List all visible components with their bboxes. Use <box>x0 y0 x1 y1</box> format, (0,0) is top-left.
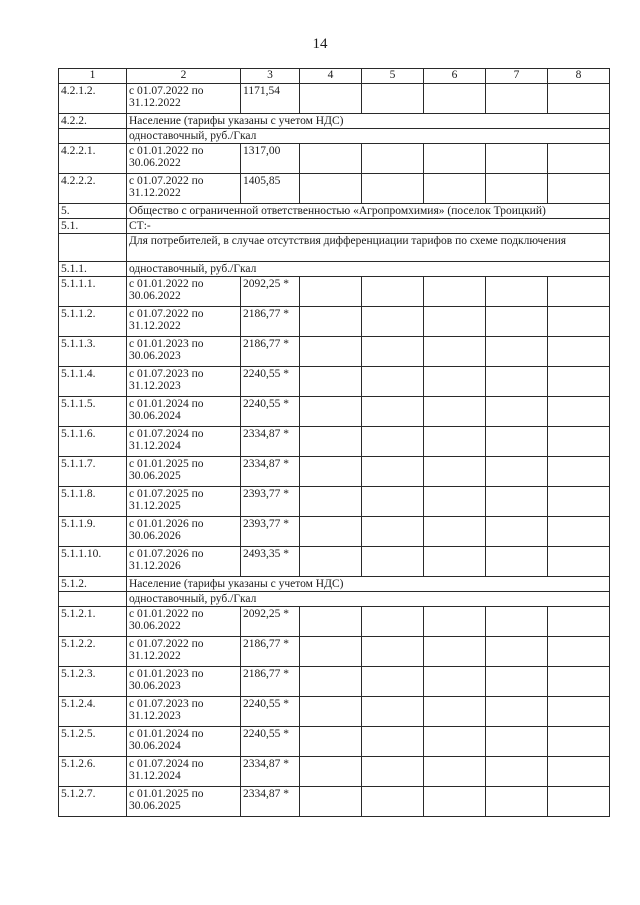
row-period: с 01.01.2022 по 30.06.2022 <box>127 277 241 307</box>
row-code: 5.1.2.1. <box>59 607 127 637</box>
empty-cell <box>548 144 610 174</box>
table-header-row <box>59 69 610 84</box>
empty-cell <box>548 84 610 114</box>
row-code: 5.1.2.2. <box>59 637 127 667</box>
table-row <box>59 307 610 337</box>
empty-cell <box>486 727 548 757</box>
empty-cell <box>424 667 486 697</box>
section-row <box>59 592 610 607</box>
row-code: 5.1.1.10. <box>59 547 127 577</box>
row-code: 4.2.2. <box>59 114 127 129</box>
row-tariff-value: 2334,87 * <box>241 787 300 817</box>
row-tariff-value: 2393,77 * <box>241 487 300 517</box>
empty-cell <box>548 607 610 637</box>
row-code: 5.1.2. <box>59 577 127 592</box>
empty-cell <box>486 277 548 307</box>
empty-cell <box>300 277 362 307</box>
row-code: 5.1.1.2. <box>59 307 127 337</box>
empty-cell <box>362 174 424 204</box>
empty-cell <box>486 307 548 337</box>
row-tariff-value: 2240,55 * <box>241 397 300 427</box>
empty-cell <box>300 457 362 487</box>
row-tariff-value: 2092,25 * <box>241 277 300 307</box>
empty-cell <box>424 547 486 577</box>
row-code: 4.2.2.1. <box>59 144 127 174</box>
empty-cell <box>424 697 486 727</box>
row-period: с 01.01.2022 по 30.06.2022 <box>127 144 241 174</box>
section-row <box>59 204 610 219</box>
column-header: 6 <box>424 69 486 84</box>
empty-cell <box>486 337 548 367</box>
empty-cell <box>486 174 548 204</box>
empty-cell <box>486 84 548 114</box>
empty-cell <box>362 307 424 337</box>
row-code: 5.1.2.6. <box>59 757 127 787</box>
empty-cell <box>424 787 486 817</box>
table-row <box>59 487 610 517</box>
table-row <box>59 397 610 427</box>
empty-cell <box>486 367 548 397</box>
row-period: с 01.01.2023 по 30.06.2023 <box>127 337 241 367</box>
row-code: 5.1.1.7. <box>59 457 127 487</box>
empty-cell <box>424 487 486 517</box>
empty-cell <box>424 367 486 397</box>
row-tariff-value: 2186,77 * <box>241 667 300 697</box>
empty-cell <box>362 547 424 577</box>
empty-cell <box>424 637 486 667</box>
empty-cell <box>362 427 424 457</box>
empty-cell <box>486 457 548 487</box>
empty-cell <box>548 787 610 817</box>
section-row <box>59 262 610 277</box>
empty-cell <box>424 427 486 457</box>
section-row <box>59 114 610 129</box>
empty-cell <box>548 637 610 667</box>
empty-cell <box>548 367 610 397</box>
row-code: 5.1.1.4. <box>59 367 127 397</box>
row-period: с 01.07.2024 по 31.12.2024 <box>127 757 241 787</box>
row-period: с 01.01.2024 по 30.06.2024 <box>127 727 241 757</box>
row-tariff-value: 2186,77 * <box>241 637 300 667</box>
row-code: 5.1.1.5. <box>59 397 127 427</box>
empty-cell <box>548 547 610 577</box>
empty-cell <box>362 637 424 667</box>
column-header: 8 <box>548 69 610 84</box>
table-row <box>59 667 610 697</box>
row-code <box>59 592 127 607</box>
row-tariff-value: 2092,25 * <box>241 607 300 637</box>
row-period: с 01.07.2022 по 31.12.2022 <box>127 637 241 667</box>
row-period: с 01.07.2022 по 31.12.2022 <box>127 174 241 204</box>
row-tariff-value: 1317,00 <box>241 144 300 174</box>
row-tariff-value: 2186,77 * <box>241 307 300 337</box>
row-period: с 01.01.2025 по 30.06.2025 <box>127 457 241 487</box>
page-number: 14 <box>312 36 328 52</box>
empty-cell <box>548 337 610 367</box>
table-row <box>59 427 610 457</box>
empty-cell <box>300 84 362 114</box>
section-row <box>59 234 610 262</box>
row-period: с 01.07.2025 по 31.12.2025 <box>127 487 241 517</box>
empty-cell <box>424 457 486 487</box>
empty-cell <box>300 667 362 697</box>
empty-cell <box>362 607 424 637</box>
empty-cell <box>362 457 424 487</box>
empty-cell <box>362 697 424 727</box>
empty-cell <box>424 84 486 114</box>
empty-cell <box>548 307 610 337</box>
empty-cell <box>300 727 362 757</box>
table-row <box>59 517 610 547</box>
empty-cell <box>362 487 424 517</box>
empty-cell <box>300 397 362 427</box>
section-title: одноставочный, руб./Гкал <box>127 262 610 277</box>
empty-cell <box>424 517 486 547</box>
table-row <box>59 757 610 787</box>
empty-cell <box>548 174 610 204</box>
empty-cell <box>362 727 424 757</box>
empty-cell <box>424 757 486 787</box>
section-title: Население (тарифы указаны с учетом НДС) <box>127 577 610 592</box>
row-tariff-value: 2393,77 * <box>241 517 300 547</box>
empty-cell <box>300 174 362 204</box>
empty-cell <box>486 757 548 787</box>
column-header: 2 <box>127 69 241 84</box>
empty-cell <box>548 487 610 517</box>
table-row <box>59 697 610 727</box>
row-tariff-value: 2334,87 * <box>241 457 300 487</box>
empty-cell <box>300 487 362 517</box>
row-code: 4.2.1.2. <box>59 84 127 114</box>
row-code: 5.1.1.6. <box>59 427 127 457</box>
empty-cell <box>300 517 362 547</box>
row-period: с 01.07.2024 по 31.12.2024 <box>127 427 241 457</box>
empty-cell <box>486 697 548 727</box>
empty-cell <box>300 307 362 337</box>
row-period: с 01.01.2025 по 30.06.2025 <box>127 787 241 817</box>
empty-cell <box>300 367 362 397</box>
column-header: 4 <box>300 69 362 84</box>
empty-cell <box>486 667 548 697</box>
empty-cell <box>486 547 548 577</box>
row-period: с 01.07.2026 по 31.12.2026 <box>127 547 241 577</box>
empty-cell <box>548 667 610 697</box>
empty-cell <box>362 667 424 697</box>
empty-cell <box>300 607 362 637</box>
empty-cell <box>424 727 486 757</box>
row-period: с 01.01.2023 по 30.06.2023 <box>127 667 241 697</box>
table-row <box>59 607 610 637</box>
row-code <box>59 129 127 144</box>
empty-cell <box>424 174 486 204</box>
table-row <box>59 457 610 487</box>
empty-cell <box>486 144 548 174</box>
empty-cell <box>424 607 486 637</box>
section-title: одноставочный, руб./Гкал <box>127 592 610 607</box>
row-code: 5.1.1.3. <box>59 337 127 367</box>
row-tariff-value: 2334,87 * <box>241 757 300 787</box>
section-title: СТ:- <box>127 219 610 234</box>
empty-cell <box>486 487 548 517</box>
empty-cell <box>362 757 424 787</box>
empty-cell <box>362 787 424 817</box>
empty-cell <box>362 84 424 114</box>
section-title: Население (тарифы указаны с учетом НДС) <box>127 114 610 129</box>
row-tariff-value: 2493,35 * <box>241 547 300 577</box>
row-code: 5.1.1.9. <box>59 517 127 547</box>
empty-cell <box>362 367 424 397</box>
table-row <box>59 174 610 204</box>
empty-cell <box>362 517 424 547</box>
empty-cell <box>300 697 362 727</box>
table-row <box>59 277 610 307</box>
row-code: 5.1.2.3. <box>59 667 127 697</box>
table-row <box>59 367 610 397</box>
column-header: 7 <box>486 69 548 84</box>
column-header: 3 <box>241 69 300 84</box>
table-row <box>59 637 610 667</box>
empty-cell <box>362 144 424 174</box>
table-row <box>59 84 610 114</box>
row-period: с 01.01.2024 по 30.06.2024 <box>127 397 241 427</box>
section-title: одноставочный, руб./Гкал <box>127 129 610 144</box>
table-row <box>59 547 610 577</box>
empty-cell <box>486 427 548 457</box>
empty-cell <box>300 547 362 577</box>
empty-cell <box>486 607 548 637</box>
empty-cell <box>424 144 486 174</box>
row-code: 5. <box>59 204 127 219</box>
row-code: 4.2.2.2. <box>59 174 127 204</box>
empty-cell <box>424 307 486 337</box>
empty-cell <box>548 427 610 457</box>
column-header: 5 <box>362 69 424 84</box>
row-code: 5.1.2.5. <box>59 727 127 757</box>
table-row <box>59 787 610 817</box>
row-code: 5.1.1. <box>59 262 127 277</box>
empty-cell <box>548 457 610 487</box>
row-tariff-value: 2240,55 * <box>241 727 300 757</box>
row-period: с 01.07.2022 по 31.12.2022 <box>127 84 241 114</box>
section-row <box>59 219 610 234</box>
empty-cell <box>424 397 486 427</box>
row-tariff-value: 2240,55 * <box>241 697 300 727</box>
empty-cell <box>424 337 486 367</box>
tariff-table <box>58 68 610 817</box>
section-title: Общество с ограниченной ответственностью «Агропромхимия» (поселок Троицкий) <box>127 204 610 219</box>
row-period: с 01.07.2023 по 31.12.2023 <box>127 367 241 397</box>
empty-cell <box>362 337 424 367</box>
empty-cell <box>300 757 362 787</box>
empty-cell <box>486 397 548 427</box>
empty-cell <box>548 277 610 307</box>
empty-cell <box>548 517 610 547</box>
row-code: 5.1.1.8. <box>59 487 127 517</box>
column-header: 1 <box>59 69 127 84</box>
row-tariff-value: 2186,77 * <box>241 337 300 367</box>
row-period: с 01.07.2023 по 31.12.2023 <box>127 697 241 727</box>
row-period: с 01.01.2026 по 30.06.2026 <box>127 517 241 547</box>
row-code: 5.1. <box>59 219 127 234</box>
empty-cell <box>300 337 362 367</box>
row-tariff-value: 1405,85 <box>241 174 300 204</box>
empty-cell <box>548 397 610 427</box>
table-row <box>59 337 610 367</box>
empty-cell <box>486 787 548 817</box>
empty-cell <box>424 277 486 307</box>
empty-cell <box>300 787 362 817</box>
row-code: 5.1.2.7. <box>59 787 127 817</box>
empty-cell <box>300 637 362 667</box>
empty-cell <box>486 637 548 667</box>
row-tariff-value: 1171,54 <box>241 84 300 114</box>
section-title: Для потребителей, в случае отсутствия дифференциации тарифов по схеме подключения <box>127 234 610 262</box>
empty-cell <box>548 697 610 727</box>
row-period: с 01.01.2022 по 30.06.2022 <box>127 607 241 637</box>
empty-cell <box>548 727 610 757</box>
row-period: с 01.07.2022 по 31.12.2022 <box>127 307 241 337</box>
row-tariff-value: 2240,55 * <box>241 367 300 397</box>
tariff-table-body <box>59 69 610 817</box>
row-code: 5.1.2.4. <box>59 697 127 727</box>
empty-cell <box>486 517 548 547</box>
empty-cell <box>300 427 362 457</box>
empty-cell <box>362 277 424 307</box>
table-row <box>59 727 610 757</box>
row-code: 5.1.1.1. <box>59 277 127 307</box>
section-row <box>59 577 610 592</box>
section-row <box>59 129 610 144</box>
empty-cell <box>362 397 424 427</box>
empty-cell <box>548 757 610 787</box>
row-code <box>59 234 127 262</box>
empty-cell <box>300 144 362 174</box>
row-tariff-value: 2334,87 * <box>241 427 300 457</box>
table-row <box>59 144 610 174</box>
